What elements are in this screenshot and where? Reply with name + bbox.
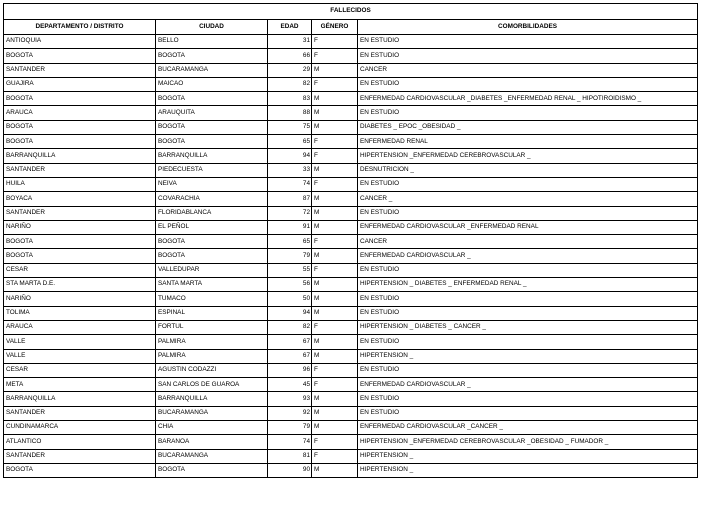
table-row	[4, 120, 698, 134]
cell-edad: 50	[268, 292, 312, 306]
cell-edad: 81	[268, 449, 312, 463]
cell-genero: F	[312, 378, 358, 392]
cell-edad: 65	[268, 135, 312, 149]
cell-departamento: BARRANQUILLA	[4, 392, 156, 406]
table-row	[4, 449, 698, 463]
cell-departamento: BOGOTA	[4, 235, 156, 249]
cell-departamento: BOGOTA	[4, 463, 156, 477]
deceased-table-sheet	[3, 3, 697, 478]
table-row	[4, 320, 698, 334]
cell-comorbilidades: HIPERTENSION _	[358, 349, 698, 363]
table-row	[4, 92, 698, 106]
cell-ciudad: BOGOTA	[156, 463, 268, 477]
cell-edad: 79	[268, 421, 312, 435]
table-header-row	[4, 19, 698, 35]
cell-departamento: TOLIMA	[4, 306, 156, 320]
cell-ciudad: EL PEÑOL	[156, 220, 268, 234]
table-row	[4, 49, 698, 63]
cell-genero: M	[312, 306, 358, 320]
table-row	[4, 206, 698, 220]
cell-comorbilidades: EN ESTUDIO	[358, 77, 698, 91]
table-row	[4, 278, 698, 292]
cell-comorbilidades: EN ESTUDIO	[358, 335, 698, 349]
cell-ciudad: MAICAO	[156, 77, 268, 91]
cell-genero: M	[312, 278, 358, 292]
cell-comorbilidades: EN ESTUDIO	[358, 49, 698, 63]
cell-comorbilidades: ENFERMEDAD CARDIOVASCULAR _	[358, 378, 698, 392]
cell-genero: F	[312, 235, 358, 249]
cell-ciudad: BUCARAMANGA	[156, 63, 268, 77]
cell-comorbilidades: HIPERTENSION _	[358, 463, 698, 477]
table-row	[4, 77, 698, 91]
table-row	[4, 363, 698, 377]
cell-comorbilidades: ENFERMEDAD CARDIOVASCULAR _	[358, 249, 698, 263]
cell-edad: 65	[268, 235, 312, 249]
cell-ciudad: BUCARAMANGA	[156, 406, 268, 420]
cell-edad: 66	[268, 49, 312, 63]
cell-edad: 94	[268, 306, 312, 320]
cell-comorbilidades: EN ESTUDIO	[358, 263, 698, 277]
cell-comorbilidades: EN ESTUDIO	[358, 106, 698, 120]
cell-ciudad: ARAUQUITA	[156, 106, 268, 120]
cell-ciudad: COVARACHIA	[156, 192, 268, 206]
cell-comorbilidades: DIABETES _ EPOC _OBESIDAD _	[358, 120, 698, 134]
cell-edad: 45	[268, 378, 312, 392]
table-row	[4, 349, 698, 363]
cell-comorbilidades: ENFERMEDAD CARDIOVASCULAR _ENFERMEDAD RENAL	[358, 220, 698, 234]
cell-ciudad: BARANOA	[156, 435, 268, 449]
cell-genero: M	[312, 406, 358, 420]
cell-departamento: META	[4, 378, 156, 392]
cell-ciudad: ESPINAL	[156, 306, 268, 320]
cell-ciudad: BARRANQUILLA	[156, 149, 268, 163]
cell-genero: F	[312, 435, 358, 449]
cell-genero: M	[312, 349, 358, 363]
cell-comorbilidades: DESNUTRICION _	[358, 163, 698, 177]
table-row	[4, 421, 698, 435]
header-departamento: DEPARTAMENTO / DISTRITO	[4, 19, 156, 35]
cell-genero: F	[312, 49, 358, 63]
cell-departamento: SANTANDER	[4, 206, 156, 220]
cell-edad: 91	[268, 220, 312, 234]
cell-genero: F	[312, 363, 358, 377]
cell-ciudad: PALMIRA	[156, 335, 268, 349]
cell-comorbilidades: EN ESTUDIO	[358, 306, 698, 320]
header-genero: GÉNERO	[312, 19, 358, 35]
cell-genero: M	[312, 421, 358, 435]
table-row	[4, 306, 698, 320]
table-row	[4, 406, 698, 420]
cell-genero: M	[312, 106, 358, 120]
header-comorbilidades: COMORBILIDADES	[358, 19, 698, 35]
cell-departamento: NARIÑO	[4, 220, 156, 234]
cell-comorbilidades: EN ESTUDIO	[358, 406, 698, 420]
cell-departamento: HUILA	[4, 177, 156, 191]
cell-comorbilidades: CANCER _	[358, 192, 698, 206]
cell-ciudad: BELLO	[156, 35, 268, 49]
cell-ciudad: FLORIDABLANCA	[156, 206, 268, 220]
cell-departamento: SANTANDER	[4, 63, 156, 77]
cell-comorbilidades: HIPERTENSION _ENFERMEDAD CEREBROVASCULAR _	[358, 149, 698, 163]
table-row	[4, 463, 698, 477]
cell-genero: M	[312, 63, 358, 77]
cell-genero: F	[312, 320, 358, 334]
cell-genero: M	[312, 463, 358, 477]
cell-edad: 79	[268, 249, 312, 263]
cell-departamento: CESAR	[4, 263, 156, 277]
cell-genero: M	[312, 163, 358, 177]
cell-departamento: GUAJIRA	[4, 77, 156, 91]
cell-edad: 74	[268, 435, 312, 449]
cell-ciudad: CHIA	[156, 421, 268, 435]
cell-genero: M	[312, 192, 358, 206]
cell-departamento: VALLE	[4, 335, 156, 349]
cell-ciudad: BUCARAMANGA	[156, 449, 268, 463]
cell-edad: 87	[268, 192, 312, 206]
cell-comorbilidades: ENFERMEDAD RENAL	[358, 135, 698, 149]
cell-ciudad: PALMIRA	[156, 349, 268, 363]
cell-edad: 92	[268, 406, 312, 420]
cell-edad: 88	[268, 106, 312, 120]
cell-genero: F	[312, 135, 358, 149]
cell-comorbilidades: EN ESTUDIO	[358, 363, 698, 377]
cell-departamento: BOGOTA	[4, 135, 156, 149]
cell-ciudad: SANTA MARTA	[156, 278, 268, 292]
cell-genero: M	[312, 249, 358, 263]
cell-edad: 82	[268, 320, 312, 334]
cell-departamento: BOGOTA	[4, 92, 156, 106]
table-row	[4, 35, 698, 49]
deceased-table	[3, 3, 698, 478]
cell-ciudad: BOGOTA	[156, 135, 268, 149]
cell-departamento: BARRANQUILLA	[4, 149, 156, 163]
cell-genero: M	[312, 92, 358, 106]
cell-departamento: NARIÑO	[4, 292, 156, 306]
cell-comorbilidades: EN ESTUDIO	[358, 392, 698, 406]
table-row	[4, 163, 698, 177]
cell-genero: F	[312, 263, 358, 277]
cell-comorbilidades: EN ESTUDIO	[358, 206, 698, 220]
cell-edad: 96	[268, 363, 312, 377]
cell-ciudad: BOGOTA	[156, 120, 268, 134]
cell-comorbilidades: HIPERTENSION _ENFERMEDAD CEREBROVASCULAR _OBESIDAD _ FUMADOR _	[358, 435, 698, 449]
cell-departamento: BOGOTA	[4, 49, 156, 63]
cell-genero: F	[312, 177, 358, 191]
cell-ciudad: FORTUL	[156, 320, 268, 334]
cell-departamento: STA MARTA D.E.	[4, 278, 156, 292]
table-row	[4, 192, 698, 206]
table-row	[4, 292, 698, 306]
cell-edad: 31	[268, 35, 312, 49]
cell-departamento: ANTIOQUIA	[4, 35, 156, 49]
cell-edad: 94	[268, 149, 312, 163]
table-row	[4, 135, 698, 149]
table-row	[4, 378, 698, 392]
cell-departamento: CUNDINAMARCA	[4, 421, 156, 435]
table-row	[4, 220, 698, 234]
cell-ciudad: NEIVA	[156, 177, 268, 191]
cell-edad: 72	[268, 206, 312, 220]
cell-departamento: SANTANDER	[4, 163, 156, 177]
cell-departamento: CESAR	[4, 363, 156, 377]
cell-ciudad: SAN CARLOS DE GUAROA	[156, 378, 268, 392]
cell-comorbilidades: HIPERTENSION _ DIABETES _ ENFERMEDAD RENAL _	[358, 278, 698, 292]
cell-genero: F	[312, 449, 358, 463]
table-row	[4, 106, 698, 120]
cell-departamento: BOGOTA	[4, 249, 156, 263]
header-ciudad: CIUDAD	[156, 19, 268, 35]
cell-comorbilidades: ENFERMEDAD CARDIOVASCULAR _DIABETES _ENFERMEDAD RENAL _ HIPOTIROIDISMO _	[358, 92, 698, 106]
cell-comorbilidades: EN ESTUDIO	[358, 35, 698, 49]
cell-edad: 33	[268, 163, 312, 177]
cell-departamento: SANTANDER	[4, 449, 156, 463]
table-row	[4, 249, 698, 263]
cell-edad: 67	[268, 349, 312, 363]
cell-genero: M	[312, 335, 358, 349]
cell-genero: M	[312, 392, 358, 406]
cell-comorbilidades: HIPERTENSION _	[358, 449, 698, 463]
cell-departamento: ARAUCA	[4, 320, 156, 334]
table-title-row	[4, 4, 698, 20]
table-title: FALLECIDOS	[4, 4, 698, 20]
header-edad: EDAD	[268, 19, 312, 35]
cell-edad: 83	[268, 92, 312, 106]
table-row	[4, 63, 698, 77]
cell-comorbilidades: EN ESTUDIO	[358, 177, 698, 191]
cell-comorbilidades: CANCER	[358, 235, 698, 249]
cell-ciudad: BARRANQUILLA	[156, 392, 268, 406]
cell-edad: 82	[268, 77, 312, 91]
cell-ciudad: BOGOTA	[156, 249, 268, 263]
cell-edad: 55	[268, 263, 312, 277]
cell-ciudad: PIEDECUESTA	[156, 163, 268, 177]
cell-edad: 67	[268, 335, 312, 349]
cell-departamento: VALLE	[4, 349, 156, 363]
cell-departamento: ATLANTICO	[4, 435, 156, 449]
table-row	[4, 177, 698, 191]
cell-ciudad: VALLEDUPAR	[156, 263, 268, 277]
table-row	[4, 149, 698, 163]
cell-comorbilidades: EN ESTUDIO	[358, 292, 698, 306]
table-row	[4, 392, 698, 406]
table-row	[4, 435, 698, 449]
cell-edad: 90	[268, 463, 312, 477]
cell-ciudad: BOGOTA	[156, 92, 268, 106]
cell-genero: F	[312, 35, 358, 49]
cell-ciudad: BOGOTA	[156, 235, 268, 249]
cell-genero: M	[312, 220, 358, 234]
cell-departamento: BOYACA	[4, 192, 156, 206]
cell-genero: M	[312, 120, 358, 134]
cell-ciudad: BOGOTA	[156, 49, 268, 63]
cell-departamento: SANTANDER	[4, 406, 156, 420]
cell-genero: F	[312, 77, 358, 91]
cell-genero: M	[312, 206, 358, 220]
table-row	[4, 263, 698, 277]
cell-edad: 29	[268, 63, 312, 77]
cell-comorbilidades: ENFERMEDAD CARDIOVASCULAR _CANCER _	[358, 421, 698, 435]
cell-ciudad: TUMACO	[156, 292, 268, 306]
cell-edad: 74	[268, 177, 312, 191]
cell-edad: 56	[268, 278, 312, 292]
table-row	[4, 235, 698, 249]
cell-departamento: BOGOTA	[4, 120, 156, 134]
cell-edad: 75	[268, 120, 312, 134]
cell-comorbilidades: CANCER	[358, 63, 698, 77]
cell-genero: F	[312, 149, 358, 163]
table-body	[4, 35, 698, 478]
cell-ciudad: AGUSTIN CODAZZI	[156, 363, 268, 377]
cell-genero: M	[312, 292, 358, 306]
cell-departamento: ARAUCA	[4, 106, 156, 120]
cell-comorbilidades: HIPERTENSION _ DIABETES _ CANCER _	[358, 320, 698, 334]
table-row	[4, 335, 698, 349]
cell-edad: 93	[268, 392, 312, 406]
